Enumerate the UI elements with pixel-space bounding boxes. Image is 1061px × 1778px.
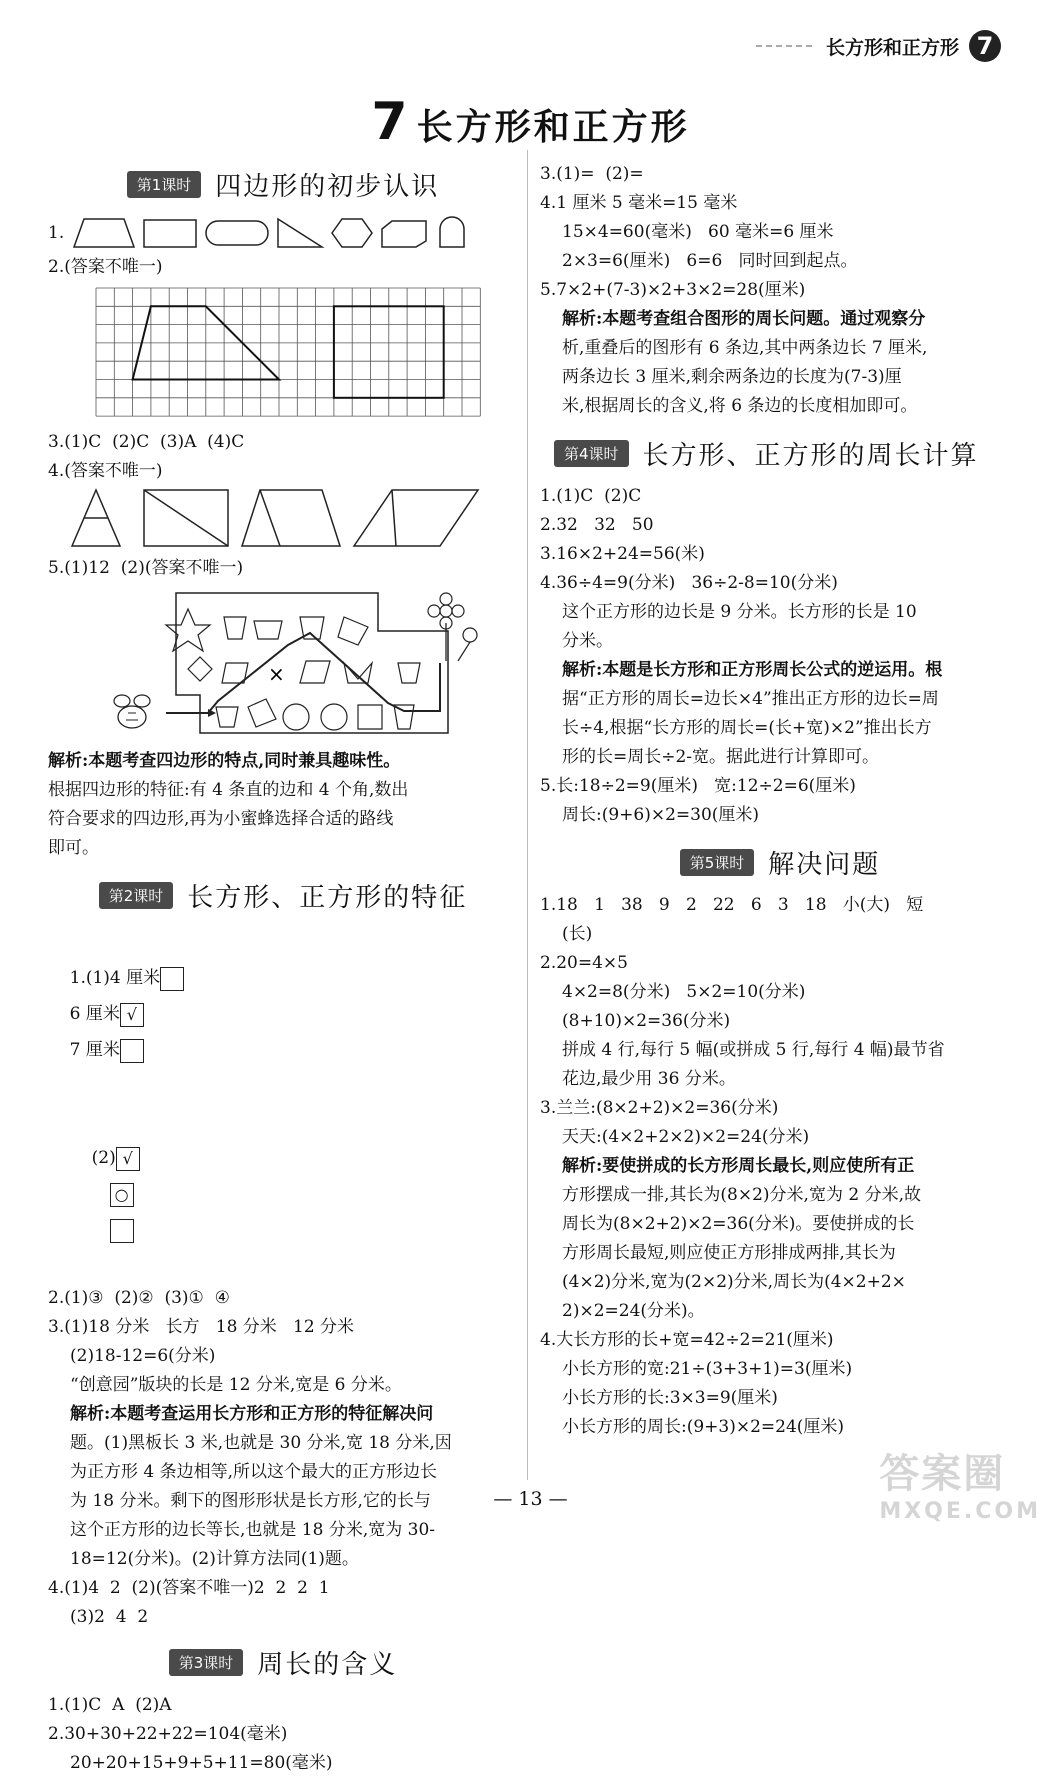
- watermark-text: 答案圈: [879, 1451, 1006, 1497]
- s4-q5a: 5.长:18÷2=9(厘米) 宽:12÷2=6(厘米): [540, 776, 856, 796]
- s1-q2: 2.(答案不唯一): [48, 257, 163, 277]
- s3-explanation-1: 解析:本题考查组合图形的周长问题。通过观察分: [562, 309, 926, 329]
- s2-q4a: 4.(1)4 2 (2)(答案不唯一)2 2 2 1: [48, 1578, 330, 1598]
- s3-q4b: 15×4=60(毫米) 60 毫米=6 厘米: [562, 222, 834, 242]
- s3-explanation-4: 米,根据周长的含义,将 6 条边的长度相加即可。: [562, 396, 918, 416]
- lesson-title: 长方形、正方形的特征: [187, 883, 468, 913]
- answer-text: 1.(1)4 厘米: [69, 968, 161, 988]
- s5-explanation-6: 2)×2=24(分米)。: [562, 1301, 705, 1321]
- s1-explanation-1: 解析:本题考查四边形的特点,同时兼具趣味性。: [48, 751, 401, 771]
- s2-q1b: [48, 1104, 518, 1284]
- watermark-logo: [879, 1442, 1041, 1524]
- header-label: 长方形和正方形: [825, 36, 959, 59]
- s4-q1: 1.(1)C (2)C: [540, 486, 642, 506]
- right-triangle-shape: [278, 219, 322, 247]
- lesson-label: 第5课时: [680, 849, 755, 876]
- cut-shapes-figure: [48, 486, 518, 550]
- s2-explanation-4: 为 18 分米。剩下的图形形状是长方形,它的长与: [70, 1491, 431, 1511]
- flower-icon: [428, 593, 477, 661]
- s2-q4b: (3)2 4 2: [70, 1607, 149, 1627]
- running-header: [756, 30, 1001, 62]
- s4-q5b: 周长:(9+6)×2=30(厘米): [562, 805, 760, 825]
- s2-q3c: “创意园”版块的长是 12 分米,宽是 6 分米。: [70, 1375, 402, 1395]
- s5-q3a: 3.兰兰:(8×2+2)×2=36(分米): [540, 1098, 779, 1118]
- s5-explanation-1: 解析:要使拼成的长方形周长最长,则应使所有正: [562, 1156, 915, 1176]
- s3-q4c: 2×3=6(厘米) 6=6 同时回到起点。: [562, 251, 858, 271]
- s4-q4b: 这个正方形的边长是 9 分米。长方形的长是 10: [562, 602, 917, 622]
- answer-box-circle: ○: [110, 1183, 134, 1207]
- lesson-title: 长方形、正方形的周长计算: [642, 441, 979, 471]
- column-divider: [527, 150, 528, 1480]
- s2-explanation-5: 这个正方形的边长等长,也就是 18 分米,宽为 30-: [70, 1520, 436, 1540]
- s2-explanation-2: 题。(1)黑板长 3 米,也就是 30 分米,宽 18 分米,因: [70, 1433, 452, 1453]
- lesson-label: 第4课时: [554, 440, 629, 467]
- s1-explanation-2: 根据四边形的特征:有 4 条直的边和 4 个角,数出: [48, 780, 409, 800]
- answer-box-checked: √: [116, 1147, 140, 1171]
- header-decoration: [756, 45, 816, 47]
- cut-line: [392, 490, 396, 546]
- grid-drawing-figure: [48, 282, 518, 424]
- s5-q1a: 1.18 1 38 9 2 22 6 3 18 小(大) 短: [540, 895, 924, 915]
- s2-q2: 2.(1)③ (2)② (3)① ④: [48, 1288, 230, 1308]
- s3-q4a: 4.1 厘米 5 毫米=15 毫米: [540, 193, 738, 213]
- hexagon-shape: [332, 219, 372, 247]
- s2-explanation-1: 解析:本题考查运用长方形和正方形的特征解决问: [70, 1404, 434, 1424]
- parallelogram-shape: [354, 490, 478, 546]
- s5-q2c: (8+10)×2=36(分米): [562, 1011, 731, 1031]
- s3-q1: 1.(1)C A (2)A: [48, 1695, 172, 1715]
- s1-q5: 5.(1)12 (2)(答案不唯一): [48, 558, 244, 578]
- s5-q2d: 拼成 4 行,每行 5 幅(或拼成 5 行,每行 4 幅)最节省: [562, 1040, 945, 1060]
- s1-q1: [48, 213, 518, 253]
- s3-explanation-2: 析,重叠后的图形有 6 条边,其中两条边长 7 厘米,: [562, 338, 928, 358]
- bee-icon: [114, 695, 150, 728]
- s3-q2a: 2.30+30+22+22=104(毫米): [48, 1724, 288, 1744]
- rounded-rect-shape: [206, 221, 268, 245]
- section-header-3: [48, 1644, 518, 1681]
- s5-q3b: 天天:(4×2+2×2)×2=24(分米): [562, 1127, 810, 1147]
- s3-q3: 3.(1)= (2)=: [540, 164, 644, 184]
- s4-explanation-4: 形的长=周长÷2-宽。据此进行计算即可。: [562, 747, 880, 767]
- s3-q2b: 20+20+15+9+5+11=80(毫米): [70, 1753, 333, 1773]
- cuboid-shape: [382, 221, 426, 247]
- chapter-badge: 7: [969, 30, 1001, 62]
- s4-explanation-3: 长÷4,根据“长方形的周长=(长+宽)×2”推出长方: [562, 718, 932, 738]
- q-number: 1.: [48, 222, 65, 243]
- lesson-label: 第1课时: [127, 171, 202, 198]
- page-number: — 13 —: [493, 1488, 568, 1510]
- trapezoid-shape: [242, 490, 340, 546]
- answer-box: [160, 967, 184, 991]
- s3-explanation-3: 两条边长 3 厘米,剩余两条边的长度为(7-3)厘: [562, 367, 902, 387]
- left-column: [48, 160, 518, 1778]
- answer-box: [110, 1219, 134, 1243]
- quadrilateral-shapes-figure: [70, 215, 480, 251]
- chapter-number: 7: [371, 92, 411, 152]
- s4-q3: 3.16×2+24=56(米): [540, 544, 705, 564]
- s5-q4d: 小长方形的周长:(9+3)×2=24(厘米): [562, 1417, 845, 1437]
- answer-text: (2): [91, 1148, 116, 1168]
- s5-q4a: 4.大长方形的长+宽=42÷2=21(厘米): [540, 1330, 834, 1350]
- s5-q2a: 2.20=4×5: [540, 953, 628, 973]
- s2-explanation-6: 18=12(分米)。(2)计算方法同(1)题。: [70, 1549, 359, 1569]
- arch-shape: [440, 217, 464, 247]
- s4-explanation-1: 解析:本题是长方形和正方形周长公式的逆运用。根: [562, 660, 943, 680]
- s5-q2b: 4×2=8(分米) 5×2=10(分米): [562, 982, 806, 1002]
- s1-explanation-3: 符合要求的四边形,再为小蜜蜂选择合适的路线: [48, 809, 394, 829]
- s5-explanation-2: 方形摆成一排,其长为(8×2)分米,宽为 2 分米,故: [562, 1185, 921, 1205]
- section-header-2: [48, 877, 518, 914]
- trapezoid-shape: [74, 219, 134, 247]
- section-header-5: [540, 844, 1020, 881]
- s4-explanation-2: 据“正方形的周长=边长×4”推出正方形的边长=周: [562, 689, 939, 709]
- s4-q4a: 4.36÷4=9(分米) 36÷2-8=10(分米): [540, 573, 838, 593]
- section-header-4: [554, 435, 1020, 472]
- chapter-title-text: 长方形和正方形: [416, 107, 690, 148]
- star-icon: [166, 609, 210, 651]
- lesson-title: 四边形的初步认识: [215, 172, 440, 202]
- s1-explanation-4: 即可。: [48, 838, 99, 858]
- section-header-1: [48, 166, 518, 203]
- s2-q3b: (2)18-12=6(分米): [70, 1346, 216, 1366]
- lesson-label: 第3课时: [169, 1649, 244, 1676]
- s2-q1a: [48, 924, 518, 1104]
- s1-q3: 3.(1)C (2)C (3)A (4)C: [48, 432, 245, 452]
- s5-explanation-3: 周长为(8×2+2)×2=36(分米)。要使拼成的长: [562, 1214, 915, 1234]
- s3-q5: 5.7×2+(7-3)×2+3×2=28(厘米): [540, 280, 806, 300]
- s1-q4: 4.(答案不唯一): [48, 461, 163, 481]
- answer-box: [120, 1039, 144, 1063]
- chapter-title: [0, 92, 1061, 152]
- s5-q1b: (长): [562, 924, 593, 944]
- s4-q2: 2.32 32 50: [540, 515, 654, 535]
- s5-explanation-5: (4×2)分米,宽为(2×2)分米,周长为(4×2+2×: [562, 1272, 906, 1292]
- cut-line: [260, 490, 280, 546]
- circle-shape: [283, 704, 309, 730]
- lesson-title: 解决问题: [768, 850, 881, 880]
- answer-text: 7 厘米: [69, 1040, 120, 1060]
- rectangle-shape: [144, 220, 196, 247]
- answer-box-checked: √: [120, 1003, 144, 1027]
- s5-q4c: 小长方形的长:3×3=9(厘米): [562, 1388, 778, 1408]
- cut-line: [144, 490, 228, 546]
- s2-q3a: 3.(1)18 分米 长方 18 分米 12 分米: [48, 1317, 355, 1337]
- svg-text:×: ×: [268, 662, 285, 686]
- lesson-title: 周长的含义: [257, 1650, 398, 1680]
- s4-q4c: 分米。: [562, 631, 613, 651]
- circle-shape: [321, 704, 347, 730]
- s5-q2e: 花边,最少用 36 分米。: [562, 1069, 736, 1089]
- lesson-label: 第2课时: [99, 882, 174, 909]
- bee-route-figure: [48, 583, 518, 743]
- s2-explanation-3: 为正方形 4 条边相等,所以这个最大的正方形边长: [70, 1462, 438, 1482]
- answer-text: 6 厘米: [69, 1004, 120, 1024]
- right-column: [540, 160, 1020, 1442]
- s5-explanation-4: 方形周长最短,则应使正方形排成两排,其长为: [562, 1243, 896, 1263]
- s5-q4b: 小长方形的宽:21÷(3+3+1)=3(厘米): [562, 1359, 853, 1379]
- watermark-url: MXQE.COM: [879, 1499, 1041, 1524]
